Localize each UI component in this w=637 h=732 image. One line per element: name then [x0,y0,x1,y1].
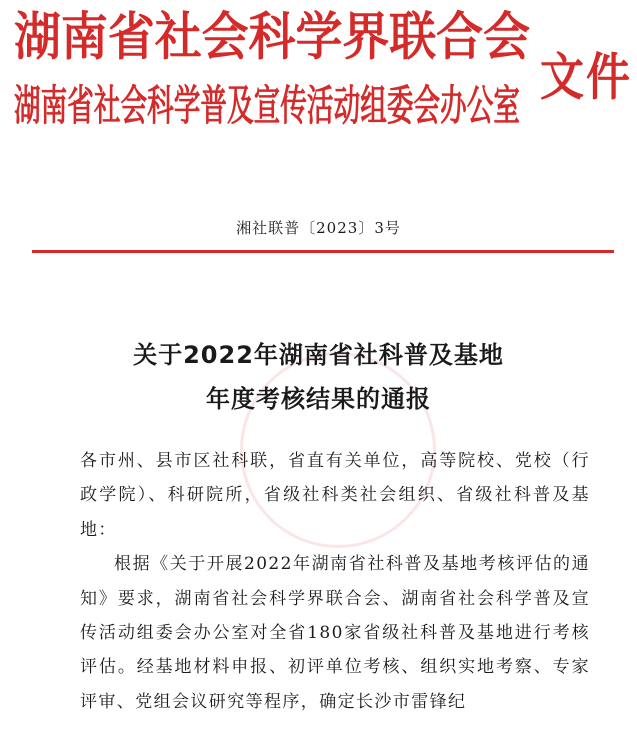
document-number: 湘社联普〔2023〕3号 [236,219,401,237]
document-type-label: 文件 [540,48,632,108]
document-body [80,444,590,719]
red-divider-line [32,250,614,253]
issuing-org-line2: 湖南省社会科学普及宣传活动组委会办公室 [14,81,520,130]
document-title-line1: 关于2022年湖南省社科普及基地 [133,341,504,369]
body-paragraph-1: 根据《关于开展2022年湖南省社科普及基地考核评估的通知》要求，湖南省社会科学界联合会、湖南省社会科学普及宣传活动组委会办公室对全省180家省级社科普及基地进行考核评估。经基地材料申报、初评单位考核、组织实地考察、专家评审、党组会议研究等程序，确定长沙市雷锋纪 [80,554,590,712]
document-title-line2: 年度考核结果的通报 [206,385,431,413]
issuing-org-line1: 湖南省社会科学界联合会 [14,7,530,67]
addressee-paragraph: 各市州、县市区社科联，省直有关单位，高等院校、党校（行政学院）、科研院所，省级社科类社会组织、省级社科普及基地： [80,451,590,540]
